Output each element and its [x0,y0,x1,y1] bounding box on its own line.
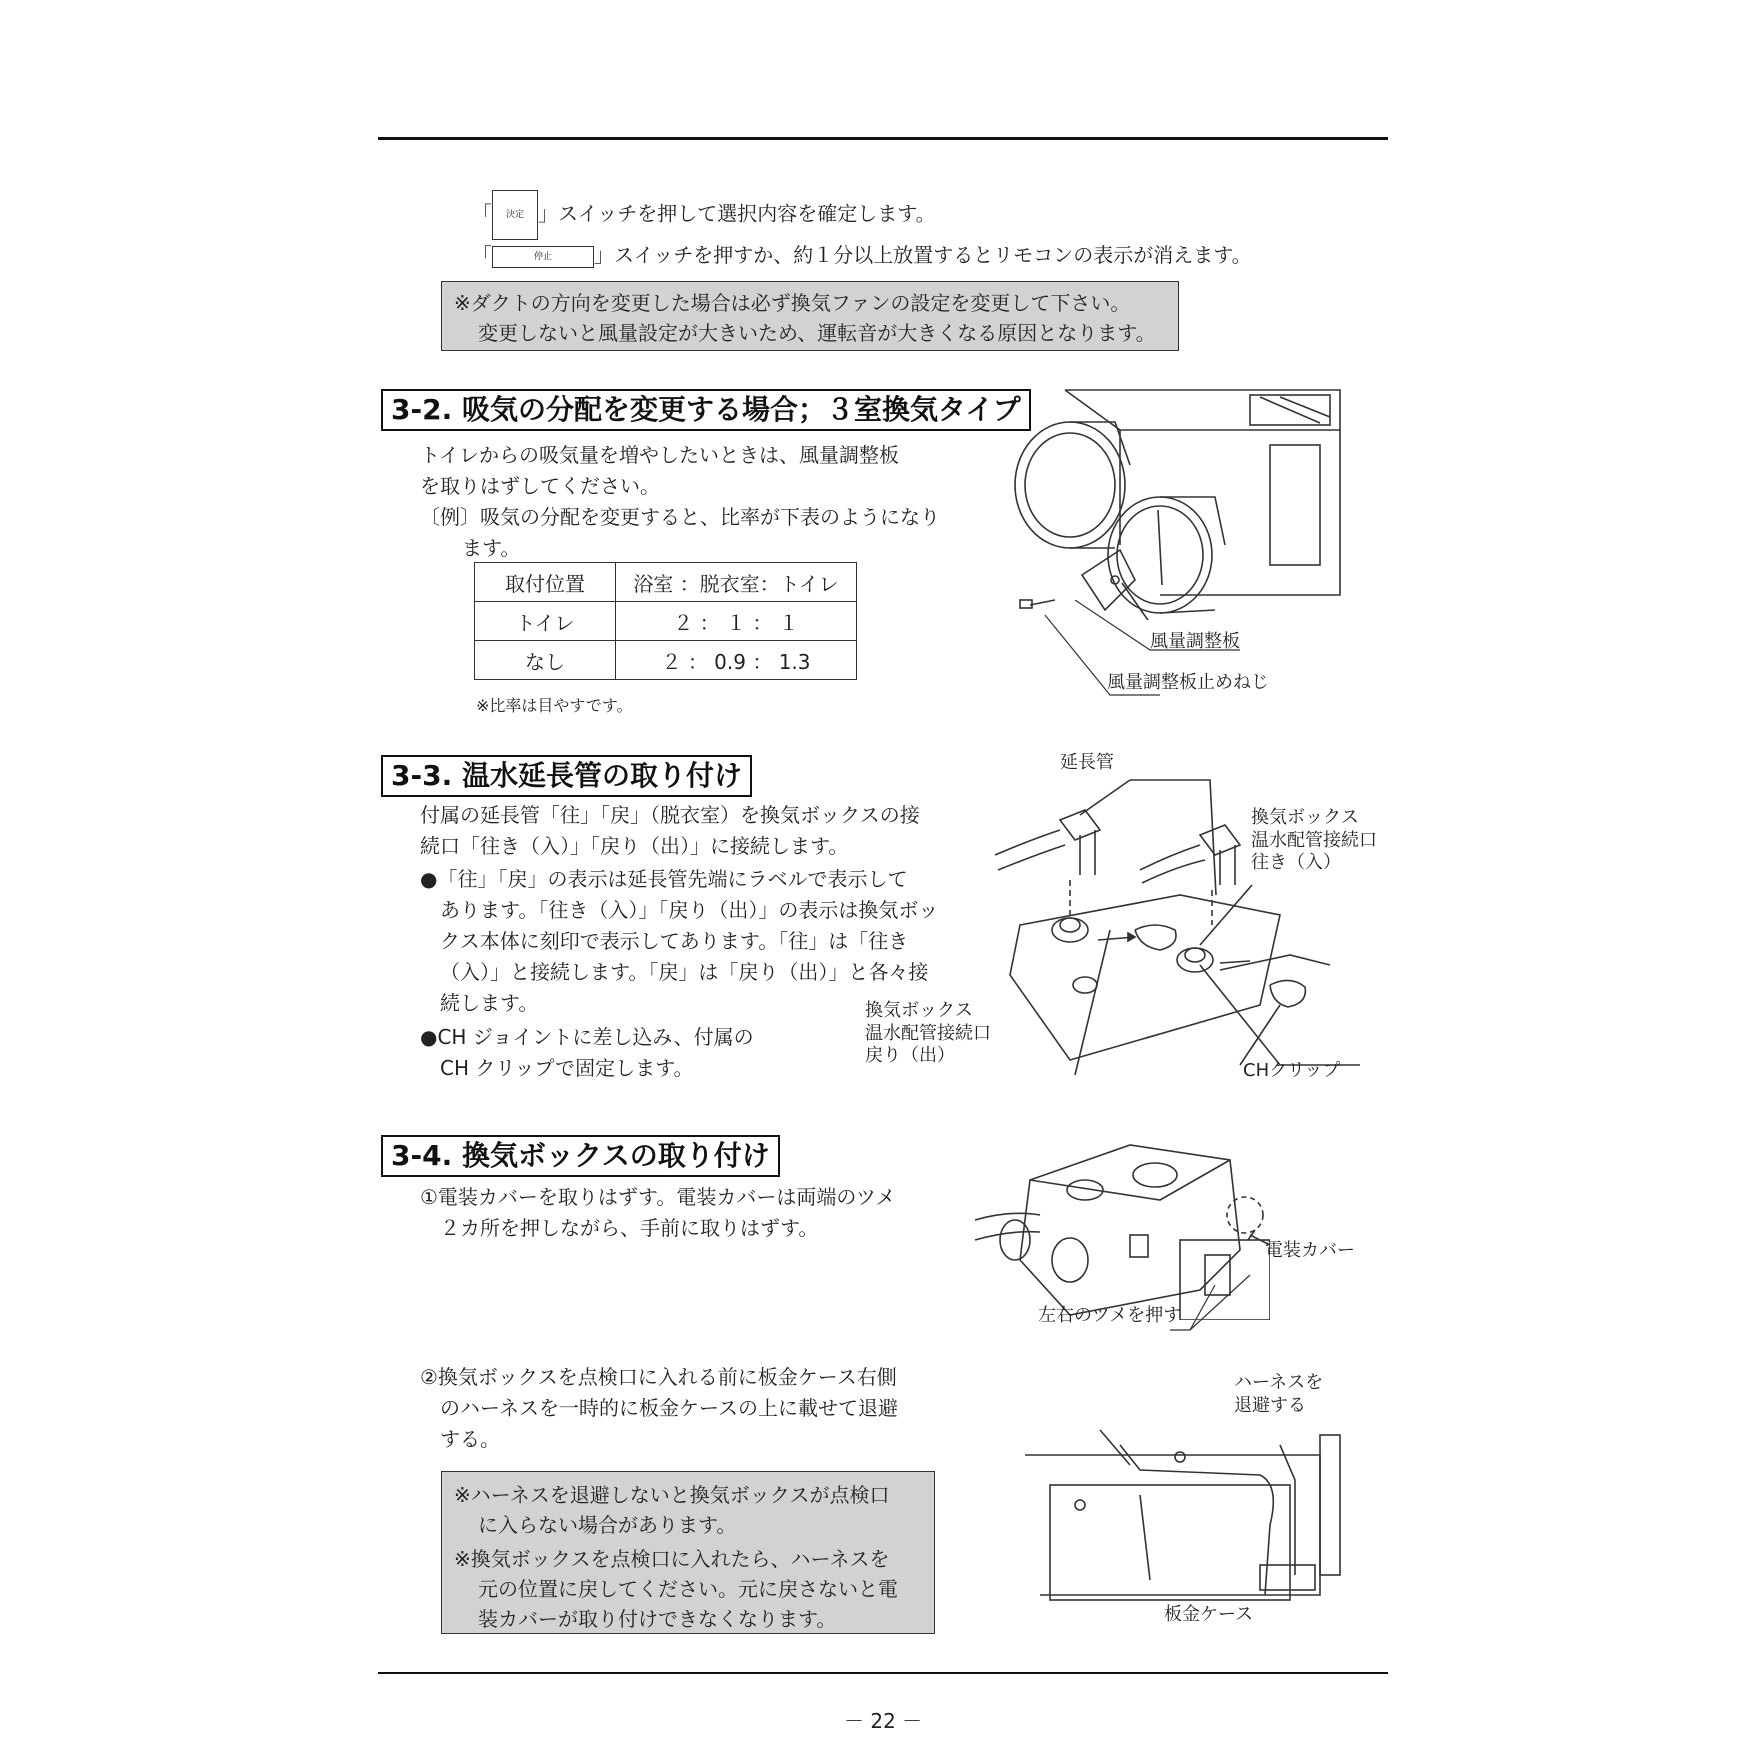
bottom-rule [378,1672,1388,1674]
note-line: ※換気ボックスを点検口に入れたら、ハーネスを [454,1547,890,1571]
note-line: に入らない場合があります。 [478,1513,737,1537]
table-cell: ２ ： 0.9 ： 1.3 [616,641,857,680]
damper-label: 風量調整板 [1150,631,1240,652]
section-title-3-2: 3-2. 吸気の分配を変更する場合；３室換気タイプ [381,389,1031,431]
s34-step-1: ①電装カバーを取りはずす。電装カバーは両端のツメ ２カ所を押しながら、手前に取りはずす。 [420,1185,896,1240]
table-header-ratio: 浴室 ：脱衣室：トイレ [616,563,857,602]
note-line: 装カバーが取り付けできなくなります。 [478,1607,837,1631]
duct-direction-note [441,281,1179,351]
s34-step-2: ②換気ボックスを点検口に入れる前に板金ケース右側 のハーネスを一時的に板金ケースの上に載せて退避 する。 [420,1365,898,1451]
hot-water-pipe-figure [990,775,1390,1085]
damper-figure [1010,385,1350,620]
extension-pipe-label: 延長管 [1060,752,1114,773]
top-rule [378,137,1388,140]
note-line: ※ハーネスを退避しないと換気ボックスが点検口 [454,1483,890,1507]
confirm-line: 「 決定 」スイッチを押して選択内容を確定します。 [472,190,936,240]
stop-line: 「 停止 」スイッチを押すか、約１分以上放置するとリモコンの表示が消えます。 [472,243,1252,267]
table-row [475,563,857,602]
sheet-metal-case-label: 板金ケース [1164,1604,1254,1625]
damper-screw-label: 風量調整板止めねじ [1107,672,1269,693]
section-title-3-4: 3-4. 換気ボックスの取り付け [381,1135,780,1177]
s33-body: 付属の延長管「往」「戻」（脱衣室）を換気ボックスの接 続口「往き（入）」「戻り（出）」に接続します。 [420,803,920,858]
s33-bullet-1: ●「往」「戻」の表示は延長管先端にラベルで表示して あります。「往き（入）」「戻り（出）」の表示は換気ボッ クス本体に刻印で表示してあります。「往」は「往き （入）」と接続します。「戻」は「戻り（出）」と各々接 続します。 [420,867,939,1015]
table-header-position: 取付位置 [475,563,616,602]
stop-key-icon: 停止 [492,246,594,268]
page-number: － 22 － [844,1709,923,1733]
table-row [475,641,857,680]
section-title-3-3: 3-3. 温水延長管の取り付け [381,755,752,797]
table-row [475,602,857,641]
damper-leader-lines [1040,600,1260,700]
push-tabs-label: 左右のツメを押す [1038,1305,1182,1326]
outlet-label: 換気ボックス 温水配管接続口 戻り（出） [865,1000,991,1066]
s32-body: トイレからの吸気量を増やしたいときは、風量調整板 を取りはずしてください。 〔例〕吸気の分配を変更すると、比率が下表のようになり ます。 [420,443,940,560]
confirm-key-icon: 決定 [492,190,538,240]
s33-bullet-2: ●CH ジョイントに差し込み、付属の CH クリップで固定します。 [420,1025,754,1080]
ratio-table [474,562,857,680]
inlet-label: 換気ボックス 温水配管接続口 往き（入） [1251,807,1377,873]
note-line: ※ダクトの方向を変更した場合は必ず換気ファンの設定を変更して下さい。 [454,291,1131,315]
table-cell: ２ ： １ ： １ [616,602,857,641]
ch-clip-label: CHクリップ [1243,1060,1341,1081]
note-line: 元の位置に戻してください。元に戻さないと電 [478,1577,898,1601]
harness-notes [441,1471,935,1634]
electrical-cover-label: 電装カバー [1265,1240,1355,1261]
sheet-metal-case-figure [1020,1425,1360,1615]
table-cell: トイレ [475,602,616,641]
retract-harness-label: ハーネスを 退避する [1234,1372,1324,1416]
table-cell: なし [475,641,616,680]
table-note: ※比率は目やすです。 [476,696,633,715]
push-tabs-leader [1170,1255,1270,1335]
note-line: 変更しないと風量設定が大きいため、運転音が大きくなる原因となります。 [478,321,1156,345]
